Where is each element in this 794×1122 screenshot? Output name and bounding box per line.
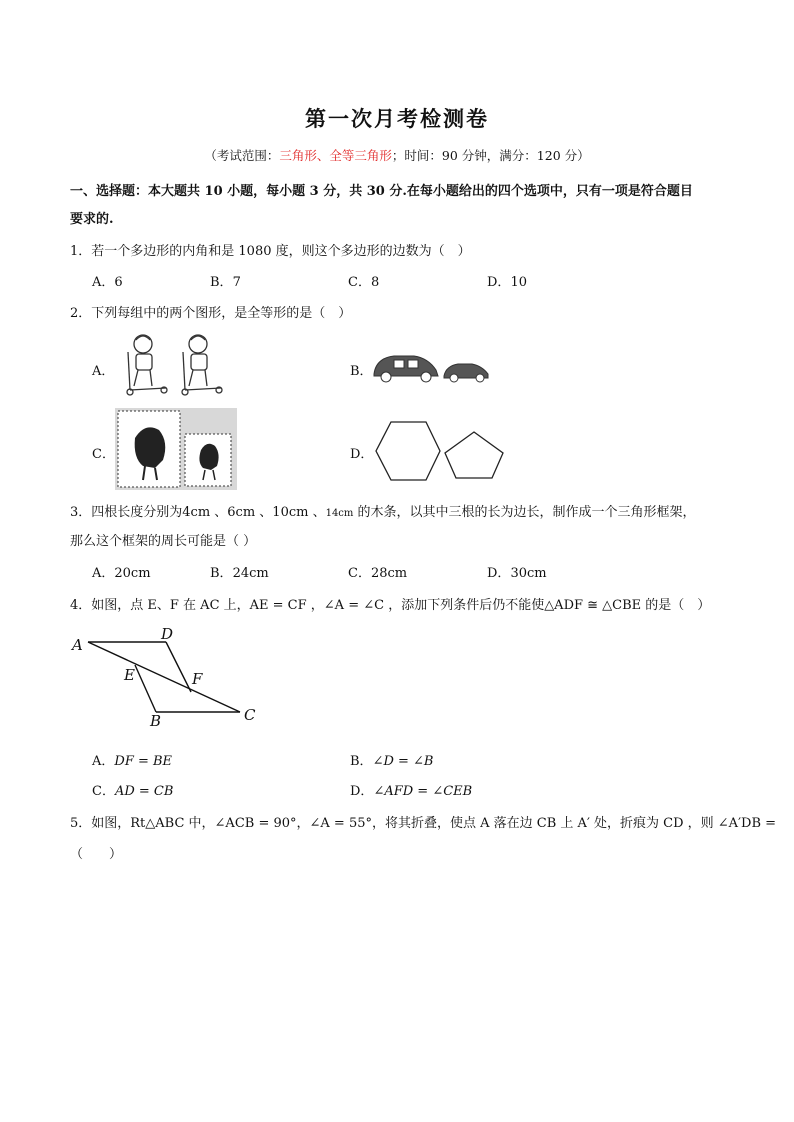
q4-option-b: B．∠D = ∠B [350,754,434,769]
question-1-stem: 1．若一个多边形的内角和是 1080 度，则这个多边形的边数为（ ） [70,244,471,259]
q2-option-b-label: B． [350,364,373,379]
section-heading-line1: 一、选择题：本大题共 10 小题，每小题 3 分，共 30 分.在每小题给出的四个选项中，只有一项是符合题目 [70,184,693,199]
label-b: B [150,712,162,730]
label-a: A [72,636,83,654]
q4-option-c: C．AD = CB [92,784,174,799]
exam-info-prefix: （考试范围： [204,148,280,163]
question-4-stem: 4．如图，点 E、F 在 AC 上，AE = CF ，∠A = ∠C ，添加下列条件后仍不能使△ADF ≅ △CBE 的是（ ） [70,598,711,613]
q3-option-a: A．20cm [92,566,151,581]
q2-figure-c-rooster-stamps [115,408,237,490]
segment-ac [88,642,240,712]
q3-option-c: C．28cm [348,566,408,581]
question-3-stem: 3．四根长度分别为4cm 、6cm 、10cm 、14cm 的木条，以其中三根的长为边长，制作成一个三角形框架， [70,505,696,520]
question-2-stem: 2．下列每组中的两个图形，是全等形的是（ ） [70,306,352,321]
q2-option-d-label: D． [350,447,374,462]
q1-option-c: C．8 [348,275,380,290]
label-e: E [124,666,135,684]
question-5-stem-line2: （ ） [70,847,123,862]
question-5-stem: 5．如图，Rt△ABC 中，∠ACB = 90°，∠A = 55°，将其折叠，使点 A 落在边 CB 上 A′ 处，折痕为 CD ，则 ∠A′DB = [70,816,777,831]
q4-option-d: D．∠AFD = ∠CEB [350,784,473,799]
exam-range: 三角形、全等三角形 [279,148,392,163]
label-d: D [161,625,174,643]
q1-option-b: B．7 [210,275,241,290]
q2-figure-a-kids-scooter [118,330,238,400]
q3-option-d: D．30cm [487,566,547,581]
segment-df [166,642,191,692]
q2-option-a-label: A． [92,364,115,379]
q2-option-c-label: C． [92,447,115,462]
q3-option-b: B．24cm [210,566,269,581]
exam-info [0,146,794,164]
q1-option-d: D．10 [487,275,527,290]
q4-option-a: A．DF = BE [92,754,173,769]
q2-figure-d-hexagon-pentagon [370,418,520,484]
page-title: 第一次月考检测卷 [305,106,489,131]
q1-option-a: A．6 [92,275,123,290]
question-3-stem-line2: 那么这个框架的周长可能是（ ） [70,534,257,549]
exam-info-suffix: ；时间：90 分钟，满分：120 分） [391,148,590,163]
q4-geometry-figure [66,622,276,730]
section-heading-line2: 要求的. [70,212,114,227]
q2-figure-b-cars [370,350,495,385]
label-c: C [244,706,256,724]
label-f: F [192,670,203,688]
